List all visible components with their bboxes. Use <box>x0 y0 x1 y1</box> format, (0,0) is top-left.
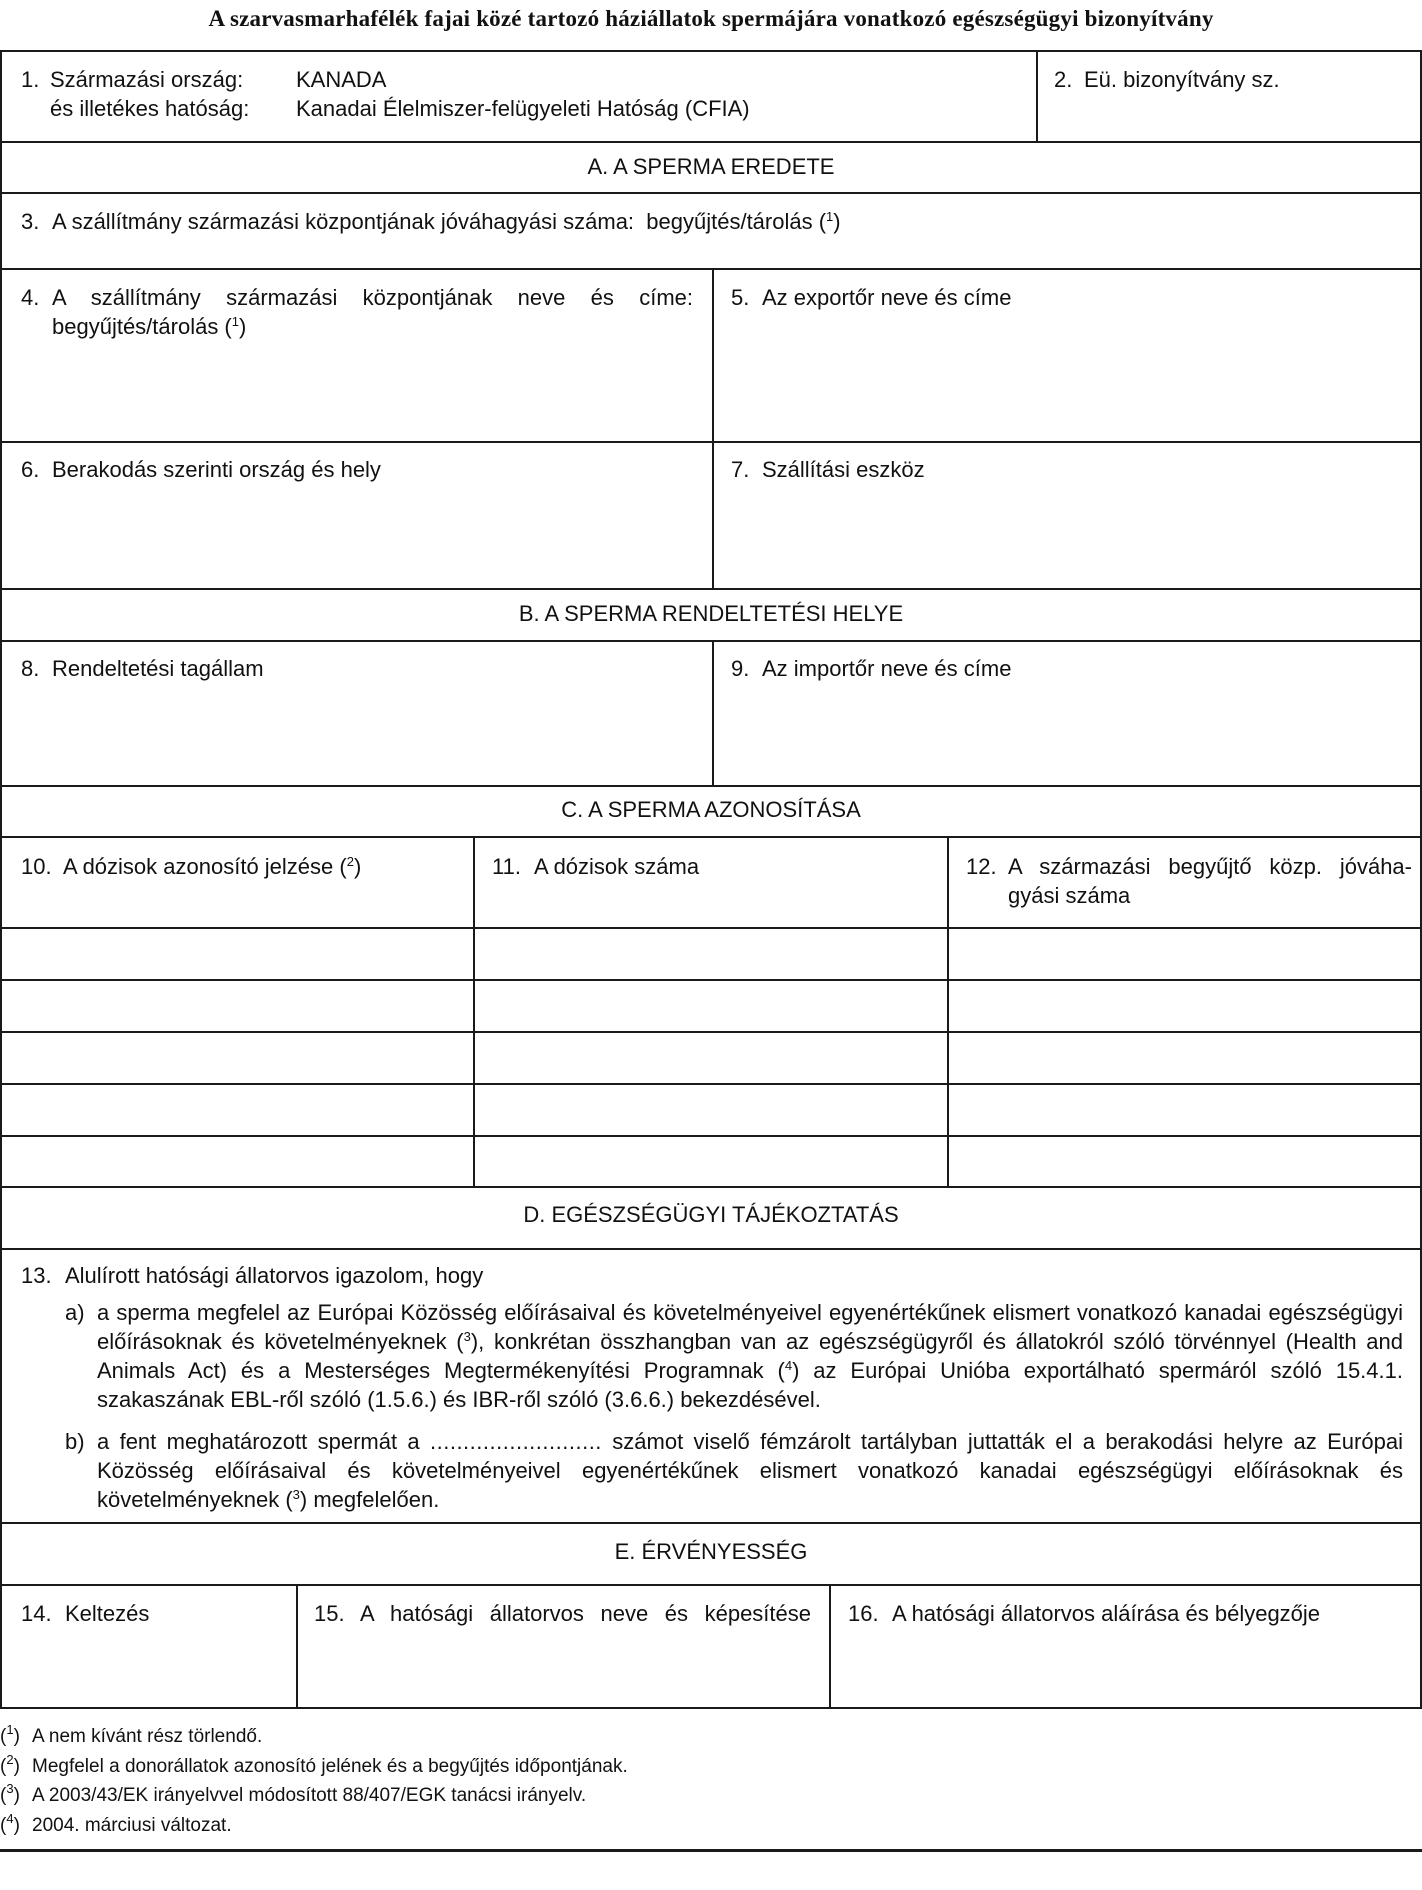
field-5-label: Az exportőr neve és címe <box>762 285 1012 310</box>
table-row-2-col-12[interactable] <box>947 979 1422 1033</box>
footnote-3-mark: ($^3$) <box>0 1781 20 1806</box>
item-a-text-3: ) az Európai Unióba exportálható spermáról szóló 15.4.1. szakaszának EBL-ről szóló (1.5.6.) és IBR-ről szóló (3.6.6.) bekezdésével. <box>97 1358 1403 1412</box>
footnote-1-mark: ($^1$) <box>0 1722 20 1747</box>
field-2-certificate-number-box[interactable] <box>1036 50 1422 143</box>
table-row-4-col-11[interactable] <box>473 1083 949 1137</box>
footnote-3-sup: 3 <box>6 1781 14 1796</box>
footnote-4-text: 2004. márciusi változat. <box>32 1814 232 1836</box>
table-row-1-col-12[interactable] <box>947 927 1422 981</box>
field-1-number: 1. <box>21 67 40 92</box>
field-3-number: 3. <box>21 209 40 234</box>
table-row-3-col-10[interactable] <box>0 1031 475 1085</box>
field-3-label: A szállítmány származási központjának jóváhagyási száma: <box>52 209 635 234</box>
field-14-date-box[interactable] <box>0 1584 298 1709</box>
table-header-col-11 <box>473 836 949 929</box>
field-15-veterinarian-name-box[interactable] <box>296 1584 831 1709</box>
table-row-5-col-11[interactable] <box>473 1135 949 1188</box>
footnote-2-sup: 2 <box>6 1751 14 1767</box>
field-11-label: A dózisok száma <box>534 854 700 879</box>
field-1-label-country: Származási ország: <box>50 67 244 92</box>
field-14-number: 14. <box>21 1601 52 1626</box>
field-12-number: 12. <box>966 854 997 879</box>
table-row-5-col-10[interactable] <box>0 1135 475 1188</box>
table-row-5-col-12[interactable] <box>947 1135 1422 1188</box>
item-b-marker: b) <box>65 1429 85 1454</box>
field-8-number: 8. <box>21 656 40 681</box>
field-3-collection-storage: begyűjtés/tárolás ( <box>646 209 827 234</box>
field-7-label: Szállítási eszköz <box>762 457 925 482</box>
item-b-text-3: ) megfelelően. <box>299 1487 440 1512</box>
field-10-label: A dózisok azonosító jelzése ( <box>63 854 347 879</box>
footnote-4-sup: 4 <box>6 1810 14 1826</box>
section-a-heading: A. A SPERMA EREDETE <box>587 154 835 179</box>
item-b-text-2: számot viselő fémzárolt tartályban juttatták el a berakodási helyre az Európai Közösség előírásaival és követelményeivel egyenértékűnek elismert vonatkozó kanadai egészségügyi előírásoknak és követelményeknek ( <box>97 1429 1403 1512</box>
footnote-3 <box>0 1781 1422 1811</box>
table-row-1-col-10[interactable] <box>0 927 475 981</box>
field-3-box[interactable] <box>0 192 1422 270</box>
footnote-ref-1[interactable]: 1 <box>826 209 834 224</box>
field-9-number: 9. <box>731 656 750 681</box>
footnote-2 <box>0 1752 1422 1782</box>
item-b-text-1: a fent meghatározott spermát a <box>97 1429 420 1454</box>
section-c-heading: C. A SPERMA AZONOSÍTÁSA <box>561 797 861 822</box>
footnote-ref-4[interactable]: 4 <box>784 1358 793 1373</box>
field-4-close-paren: ) <box>239 314 247 339</box>
field-4-box[interactable] <box>0 268 714 443</box>
field-16-number: 16. <box>848 1601 879 1626</box>
field-1-label-authority: és illetékes hatóság: <box>50 96 250 121</box>
footnote-1 <box>0 1722 1422 1752</box>
field-16-signature-stamp-box[interactable] <box>829 1584 1422 1709</box>
table-row-4-col-10[interactable] <box>0 1083 475 1137</box>
section-b-heading: B. A SPERMA RENDELTETÉSI HELYE <box>518 601 904 626</box>
section-e-heading: E. ÉRVÉNYESSÉG <box>614 1539 808 1564</box>
footnote-ref-3[interactable]: 3 <box>292 1487 300 1502</box>
attestation-item-b <box>65 1427 1403 1514</box>
field-1-value-country[interactable]: KANADA <box>296 67 387 92</box>
field-6-box[interactable] <box>0 441 714 590</box>
section-a-header <box>0 141 1422 194</box>
field-4-number: 4. <box>21 285 40 310</box>
field-3-close-paren: ) <box>833 209 841 234</box>
field-4-collection-storage: begyűjtés/tárolás ( <box>52 314 232 339</box>
footnote-ref-1[interactable]: 1 <box>231 314 239 329</box>
field-5-number: 5. <box>731 285 750 310</box>
footnote-4-mark: ($^4$) <box>0 1810 20 1836</box>
footnote-3-text: A 2003/43/EK irányelvvel módosított 88/407/EGK tanácsi irányelv. <box>32 1785 587 1806</box>
footnote-ref-3[interactable]: 3 <box>463 1329 471 1344</box>
field-8-label: Rendeltetési tagállam <box>52 656 264 681</box>
table-row-3-col-12[interactable] <box>947 1031 1422 1085</box>
field-2-label: Eü. bizonyítvány sz. <box>1084 67 1280 92</box>
footnote-2-text: Megfelel a donorállatok azonosító jelének és a begyűjtés időpontjának. <box>32 1755 628 1777</box>
field-10-close-paren: ) <box>353 854 362 879</box>
field-12-label-line2: gyási száma <box>1008 883 1131 908</box>
field-7-box[interactable] <box>712 441 1422 590</box>
field-14-label: Keltezés <box>65 1601 150 1626</box>
field-11-number: 11. <box>492 854 521 879</box>
container-number-blank[interactable]: .......................... <box>430 1429 602 1454</box>
table-row-2-col-11[interactable] <box>473 979 949 1033</box>
field-13-health-attestation-box <box>0 1248 1422 1524</box>
bottom-divider <box>0 1849 1422 1852</box>
section-d-header <box>0 1186 1422 1250</box>
field-10-number: 10. <box>21 854 52 879</box>
item-a-text-2: ), konkrétan összhangban van az egészségügyről és állatokról szóló törvénnyel (Health and Animals Act) és a Mesterséges Megtermékenyítési Programnak ( <box>97 1329 1403 1383</box>
field-13-intro: Alulírott hatósági állatorvos igazolom, hogy <box>65 1263 484 1288</box>
field-2-number: 2. <box>1054 67 1073 92</box>
field-6-number: 6. <box>21 457 40 482</box>
field-9-label: Az importőr neve és címe <box>762 656 1012 681</box>
table-header-col-12 <box>947 836 1422 929</box>
field-7-number: 7. <box>731 457 750 482</box>
field-13-number: 13. <box>21 1263 52 1288</box>
footnote-1-sup: 1 <box>6 1722 14 1737</box>
field-15-label: A hatósági állatorvos neve és képesítése <box>359 1601 811 1626</box>
section-d-heading: D. EGÉSZSÉGÜGYI TÁJÉKOZTATÁS <box>523 1202 899 1227</box>
footnote-2-mark: ($^2$) <box>0 1751 20 1777</box>
field-6-label: Berakodás szerinti ország és hely <box>52 457 381 482</box>
attestation-item-a <box>65 1298 1403 1414</box>
field-12-label: A származási begyűjtő közp. jóváha- <box>1008 854 1412 879</box>
footnotes <box>0 1722 1422 1840</box>
table-row-2-col-10[interactable] <box>0 979 475 1033</box>
field-1-origin-country-box <box>0 50 1038 143</box>
item-a-marker: a) <box>65 1300 85 1325</box>
field-15-number: 15. <box>314 1601 345 1626</box>
footnote-4 <box>0 1811 1422 1841</box>
section-b-header <box>0 588 1422 642</box>
section-c-header <box>0 785 1422 838</box>
field-9-box[interactable] <box>712 640 1422 787</box>
footnote-1-text: A nem kívánt rész törlendő. <box>32 1726 263 1747</box>
section-e-header <box>0 1522 1422 1586</box>
field-1-value-authority[interactable]: Kanadai Élelmiszer-felügyeleti Hatóság (CFIA) <box>296 96 750 121</box>
item-a-text-1: a sperma megfelel az Európai Közösség előírásaival és követelményeivel egyenértékűnek elismert vonatkozó kanadai egészségügyi előírásoknak és követelményeknek ( <box>97 1300 1403 1354</box>
field-8-box[interactable] <box>0 640 714 787</box>
field-16-label: A hatósági állatorvos aláírása és bélyegzője <box>892 1601 1321 1626</box>
table-row-1-col-11[interactable] <box>473 927 949 981</box>
table-header-col-10 <box>0 836 475 929</box>
document-title: A szarvasmarhafélék fajai közé tartozó háziállatok spermájára vonatkozó egészségügyi bizonyítvány <box>208 6 1214 31</box>
table-row-4-col-12[interactable] <box>947 1083 1422 1137</box>
footnote-ref-2[interactable]: 2 <box>346 854 354 869</box>
field-4-label: A szállítmány származási központjának neve és címe: <box>52 285 693 310</box>
table-row-3-col-11[interactable] <box>473 1031 949 1085</box>
field-5-box[interactable] <box>712 268 1422 443</box>
